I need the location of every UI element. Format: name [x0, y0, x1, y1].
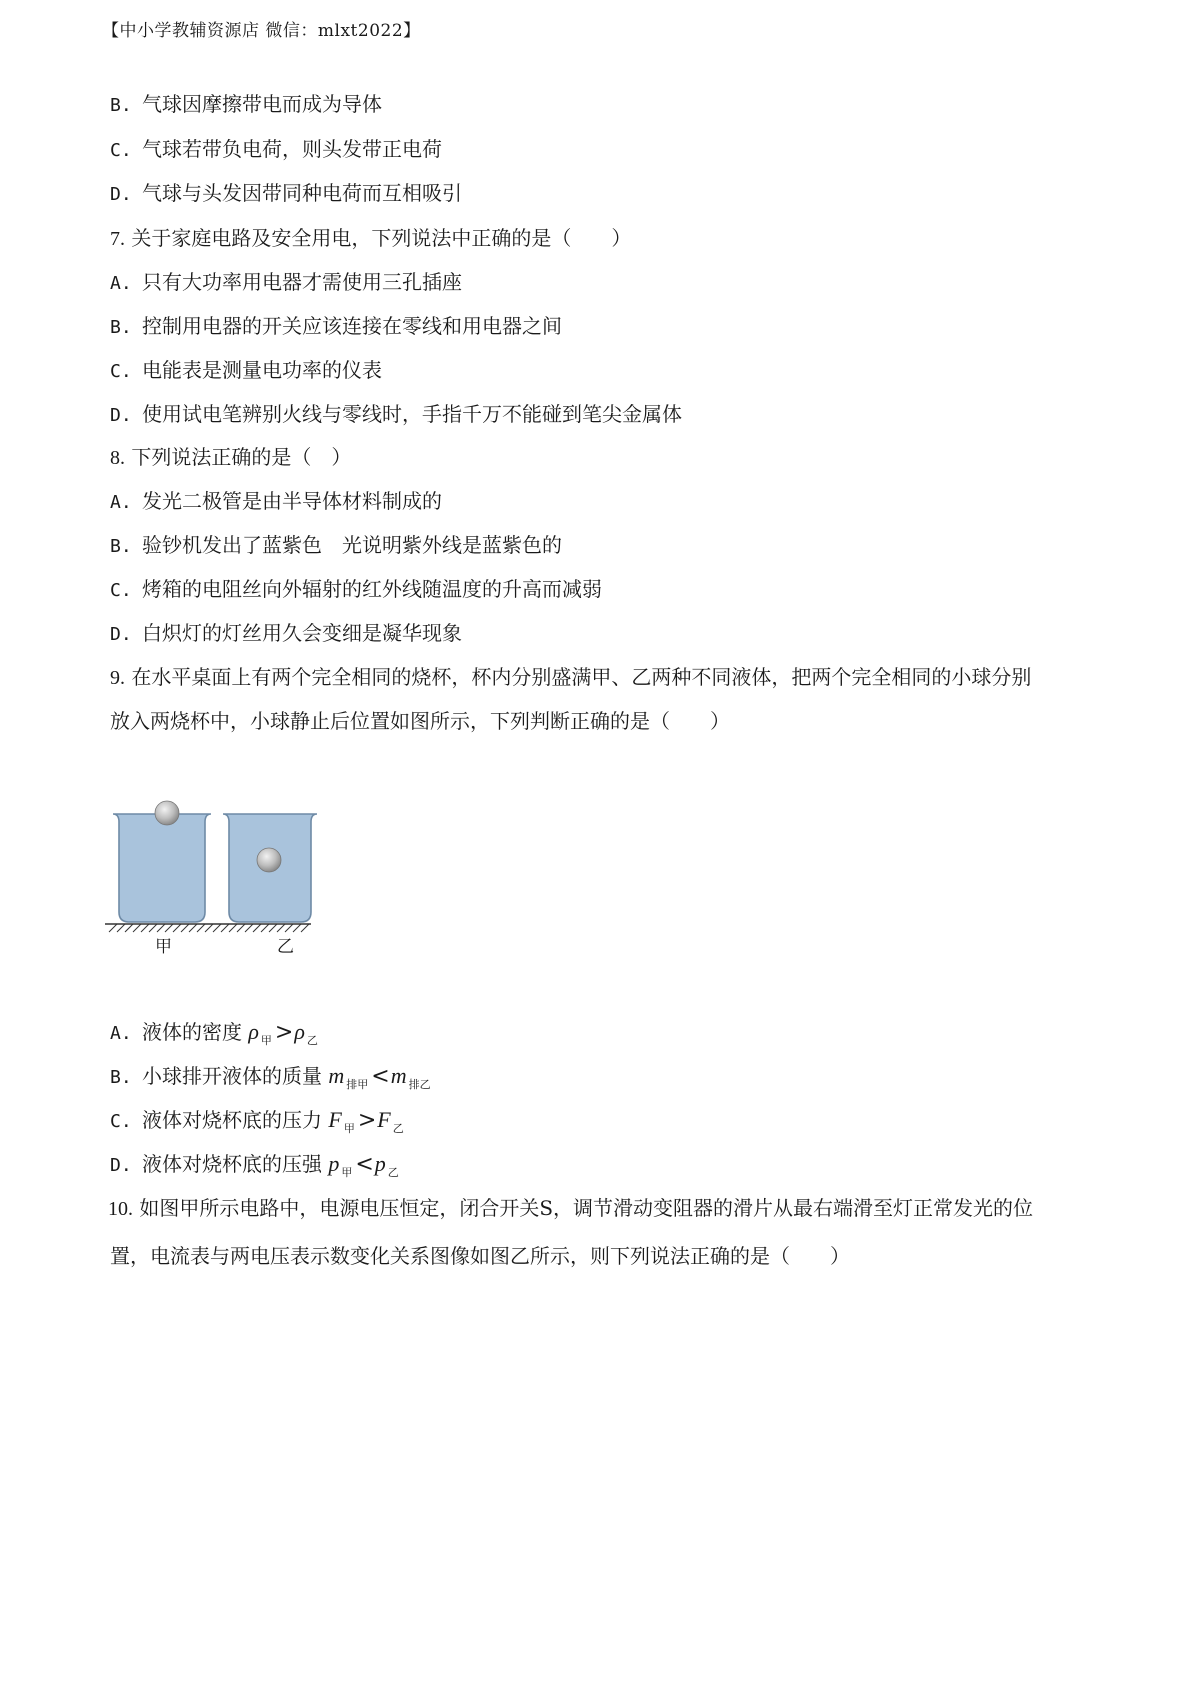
q10-stem-line2: 置，电流表与两电压表示数变化关系图像如图乙所示，则下列说法正确的是（ ） — [110, 1244, 850, 1268]
symbol: ρ — [294, 1019, 305, 1044]
question-number: 9. — [110, 667, 125, 689]
ball-suspended — [257, 848, 281, 872]
subscript: 乙 — [392, 1122, 404, 1135]
beakers-diagram — [105, 800, 345, 950]
symbol: F — [377, 1107, 391, 1132]
relation: < — [355, 1152, 374, 1177]
label-jia: 甲 — [155, 937, 172, 957]
option-text: 液体对烧杯底的压力 — [142, 1108, 322, 1132]
q9-option-d — [110, 1150, 401, 1182]
option-letter: C. — [110, 140, 132, 161]
option-letter: C. — [110, 1111, 132, 1132]
option-text: 控制用电器的开关应该连接在零线和用电器之间 — [142, 314, 562, 338]
q9-option-a — [110, 1018, 320, 1050]
option-text: 烤箱的电阻丝向外辐射的红外线随温度的升高而减弱 — [142, 577, 602, 601]
page-header: 【中小学教辅资源店 微信：mlxt2022】 — [102, 21, 421, 41]
option-text: 液体对烧杯底的压强 — [142, 1152, 322, 1176]
subscript: 排乙 — [408, 1078, 431, 1091]
option-letter: A. — [110, 1023, 132, 1044]
question-text: 下列说法正确的是（ ） — [131, 445, 352, 469]
q8-option-b — [110, 531, 562, 561]
subscript: 乙 — [306, 1034, 318, 1047]
option-text: 气球因摩擦带电而成为导体 — [142, 92, 382, 116]
question-text: 在水平桌面上有两个完全相同的烧杯，杯内分别盛满甲、乙两种不同液体，把两个完全相同的小球分别 — [131, 665, 1032, 689]
q9-stem-line1 — [110, 663, 1031, 692]
q7-stem — [110, 224, 631, 253]
option-text: 气球若带负电荷，则头发带正电荷 — [142, 137, 442, 161]
symbol: F — [328, 1107, 342, 1132]
q6-option-b — [110, 90, 382, 120]
option-letter: A. — [110, 492, 132, 513]
relation: > — [274, 1020, 294, 1045]
q9-option-c — [110, 1106, 406, 1138]
question-number: 7. — [110, 228, 125, 250]
table-hatching — [109, 924, 309, 932]
question-text: 关于家庭电路及安全用电，下列说法中正确的是（ ） — [131, 226, 632, 250]
option-text: 发光二极管是由半导体材料制成的 — [142, 489, 442, 513]
question-number: 8. — [110, 447, 125, 469]
label-yi: 乙 — [277, 937, 294, 957]
option-letter: C. — [110, 361, 132, 382]
option-letter: C. — [110, 580, 132, 601]
q8-stem — [110, 443, 351, 472]
symbol: ρ — [248, 1019, 259, 1044]
option-letter: B. — [110, 95, 132, 116]
symbol: m — [390, 1063, 407, 1088]
symbol: p — [374, 1151, 386, 1176]
option-text: 液体的密度 — [142, 1020, 242, 1044]
q8-option-d — [110, 619, 462, 649]
q7-option-c — [110, 356, 382, 386]
relation: < — [371, 1064, 390, 1089]
option-text: 使用试电笔辨别火线与零线时，手指千万不能碰到笔尖金属体 — [142, 402, 682, 426]
q6-option-c — [110, 135, 442, 165]
q7-option-b — [110, 312, 562, 342]
option-letter: D. — [110, 1155, 132, 1176]
relation: > — [357, 1108, 377, 1133]
beaker-left — [113, 814, 211, 922]
option-text: 电能表是测量电功率的仪表 — [142, 358, 382, 382]
subscript: 甲 — [260, 1034, 272, 1047]
question-number: 10. — [108, 1198, 133, 1220]
subscript: 排甲 — [346, 1078, 369, 1091]
q10-stem-line1 — [108, 1194, 1033, 1223]
option-letter: B. — [110, 536, 132, 557]
option-letter: D. — [110, 184, 132, 205]
option-letter: B. — [110, 317, 132, 338]
option-text: 气球与头发因带同种电荷而互相吸引 — [142, 181, 462, 205]
subscript: 甲 — [343, 1122, 355, 1135]
subscript: 乙 — [387, 1166, 399, 1179]
beakers-figure — [105, 800, 345, 957]
q8-option-a — [110, 487, 442, 517]
q7-option-d — [110, 400, 682, 430]
q9-stem-line2: 放入两烧杯中，小球静止后位置如图所示，下列判断正确的是（ ） — [110, 709, 730, 733]
q9-option-b — [110, 1062, 433, 1094]
symbol: m — [328, 1063, 345, 1088]
question-text: 如图甲所示电路中，电源电压恒定，闭合开关S，调节滑动变阻器的滑片从最右端滑至灯正常发光的位 — [139, 1196, 1034, 1220]
subscript: 甲 — [341, 1166, 353, 1179]
option-letter: D. — [110, 624, 132, 645]
option-text: 白炽灯的灯丝用久会变细是凝华现象 — [142, 621, 462, 645]
option-letter: B. — [110, 1067, 132, 1088]
option-text: 验钞机发出了蓝紫色 光说明紫外线是蓝紫色的 — [142, 533, 562, 557]
symbol: p — [328, 1151, 340, 1176]
ball-floating — [155, 801, 179, 825]
option-letter: D. — [110, 405, 132, 426]
option-text: 只有大功率用电器才需使用三孔插座 — [142, 270, 462, 294]
option-letter: A. — [110, 273, 132, 294]
option-text: 小球排开液体的质量 — [142, 1064, 322, 1088]
q6-option-d — [110, 179, 462, 209]
q7-option-a — [110, 268, 462, 298]
q8-option-c — [110, 575, 602, 605]
